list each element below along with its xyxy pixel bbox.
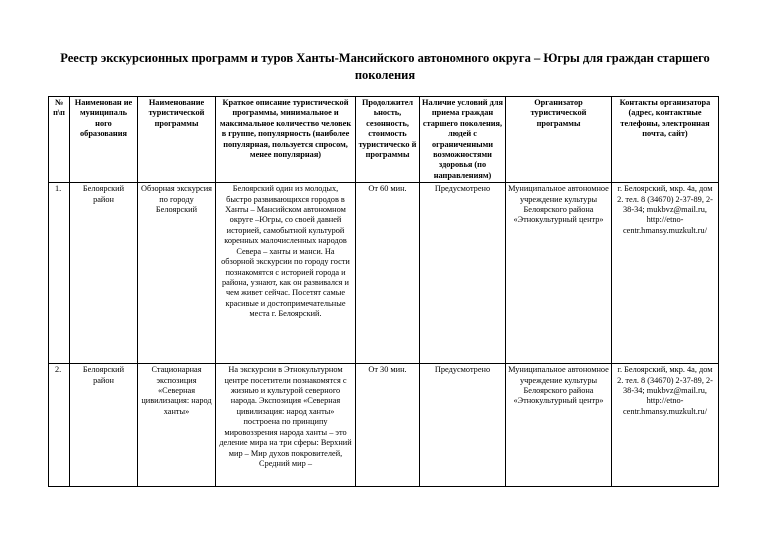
header-contacts: Контакты организатора (адрес, контактные телефоны, электронная почта, сайт)	[612, 97, 719, 183]
cell-number: 2.	[49, 364, 70, 487]
table-row	[49, 183, 719, 364]
cell-program: Обзорная экскурсия по городу Белоярский	[138, 183, 216, 364]
table-header-row	[49, 97, 719, 183]
cell-conditions: Предусмотрено	[420, 364, 506, 487]
header-organizer: Организатор туристической программы	[506, 97, 612, 183]
table-row	[49, 364, 719, 487]
cell-program: Стационарная экспозиция «Северная цивилизация: народ ханты»	[138, 364, 216, 487]
cell-municipality: Белоярский район	[70, 183, 138, 364]
cell-organizer: Муниципальное автономное учреждение культуры Белоярского района «Этнокультурный центр»	[506, 183, 612, 364]
excursion-registry-table	[48, 96, 719, 487]
cell-number: 1.	[49, 183, 70, 364]
cell-duration: От 60 мин.	[356, 183, 420, 364]
header-conditions: Наличие условий для приема граждан старшего поколения, людей с ограниченными возможностями здоровья (по направлениям)	[420, 97, 506, 183]
header-duration: Продолжител ьность, сезонность, стоимость туристическо й программы	[356, 97, 420, 183]
cell-duration: От 30 мин.	[356, 364, 420, 487]
cell-description: На экскурсии в Этнокультурном центре посетители познакомятся с жизнью и культурой северного народа. Экспозиция «Северная цивилизация: народ ханты» построена по принципу мировоззрения народа ханты – это деление мира на три сферы: Верхний мир – Мир духов покровителей, Средний мир –	[216, 364, 356, 487]
cell-conditions: Предусмотрено	[420, 183, 506, 364]
header-description: Краткое описание туристической программы, минимальное и максимальное количество человек в группе, популярность (наиболее популярная, пользуется спросом, менее популярная)	[216, 97, 356, 183]
cell-description: Белоярский один из молодых, быстро развивающихся городов в Ханты – Мансийском автономном округе –Югры, со своей давней историей, самобытной культурой коренных малочисленных народов Севера – ханты и манси. На обзорной экскурсии по городу гости познакомятся с историей города и района, узнают, как он развивался и чем живет сейчас. Посетят самые красивые и достопримечательные места г. Белоярский.	[216, 183, 356, 364]
cell-contacts: г. Белоярский, мкр. 4а, дом 2. тел. 8 (34670) 2-37-89, 2-38-34; mukbvz@mail.ru, http://etno-centr.hmansy.muzkult.ru/	[612, 364, 719, 487]
document-title: Реестр экскурсионных программ и туров Ханты-Мансийского автономного округа – Югры для граждан старшего поколения	[60, 51, 710, 82]
header-municipality: Наименован ие муниципаль ного образования	[70, 97, 138, 183]
cell-contacts: г. Белоярский, мкр. 4а, дом 2. тел. 8 (34670) 2-37-89, 2-38-34; mukbvz@mail.ru, http://etno-centr.hmansy.muzkult.ru/	[612, 183, 719, 364]
header-number: № п\п	[49, 97, 70, 183]
header-program: Наименование туристической программы	[138, 97, 216, 183]
cell-organizer: Муниципальное автономное учреждение культуры Белоярского района «Этнокультурный центр»	[506, 364, 612, 487]
cell-municipality: Белоярский район	[70, 364, 138, 487]
